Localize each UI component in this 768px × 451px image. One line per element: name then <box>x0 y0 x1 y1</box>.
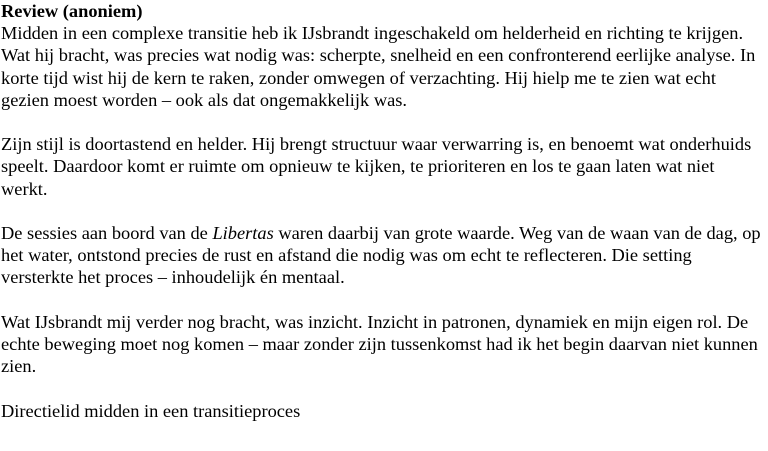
review-paragraph-2: Zijn stijl is doortastend en helder. Hij brengt structuur waar verwarring is, en benoemt wat onderhuids speelt. Daardoor komt er ruimte om opnieuw te kijken, te prioriteren en los te gaan laten wat niet werkt. <box>1 134 752 199</box>
paragraph-3-text-end: waren daarbij van grote waarde. Weg van de waan van de dag, op het water, ontstond precies de rust en afstand die nodig was om echt te reflecteren. Die setting versterkte het proces – inhoudelijk én mentaal. <box>1 223 761 288</box>
review-title: Review (anoniem) <box>1 1 143 21</box>
review-paragraph-1: Midden in een complexe transitie heb ik IJsbrandt ingeschakeld om helderheid en richting te krijgen. Wat hij bracht, was precies wat nodig was: scherpte, snelheid en een confronterend eerlijke analyse. In korte tijd wist hij de kern te raken, zonder omwegen of verzachting. Hij hielp me te zien wat echt gezien moest worden – ook als dat ongemakkelijk was. <box>1 23 756 110</box>
review-signature: Directielid midden in een transitieproces <box>1 400 301 421</box>
review-document <box>1 0 763 422</box>
boat-name-libertas: Libertas <box>212 223 274 243</box>
review-paragraph-4: Wat IJsbrandt mij verder nog bracht, was inzicht. Inzicht in patronen, dynamiek en mijn eigen rol. De echte beweging moet nog komen – maar zonder zijn tussenkomst had ik het begin daarvan niet kunnen zien. <box>1 311 758 377</box>
paragraph-3-text-start: De sessies aan boord van de <box>1 223 213 243</box>
review-paragraph-3 <box>1 222 763 289</box>
